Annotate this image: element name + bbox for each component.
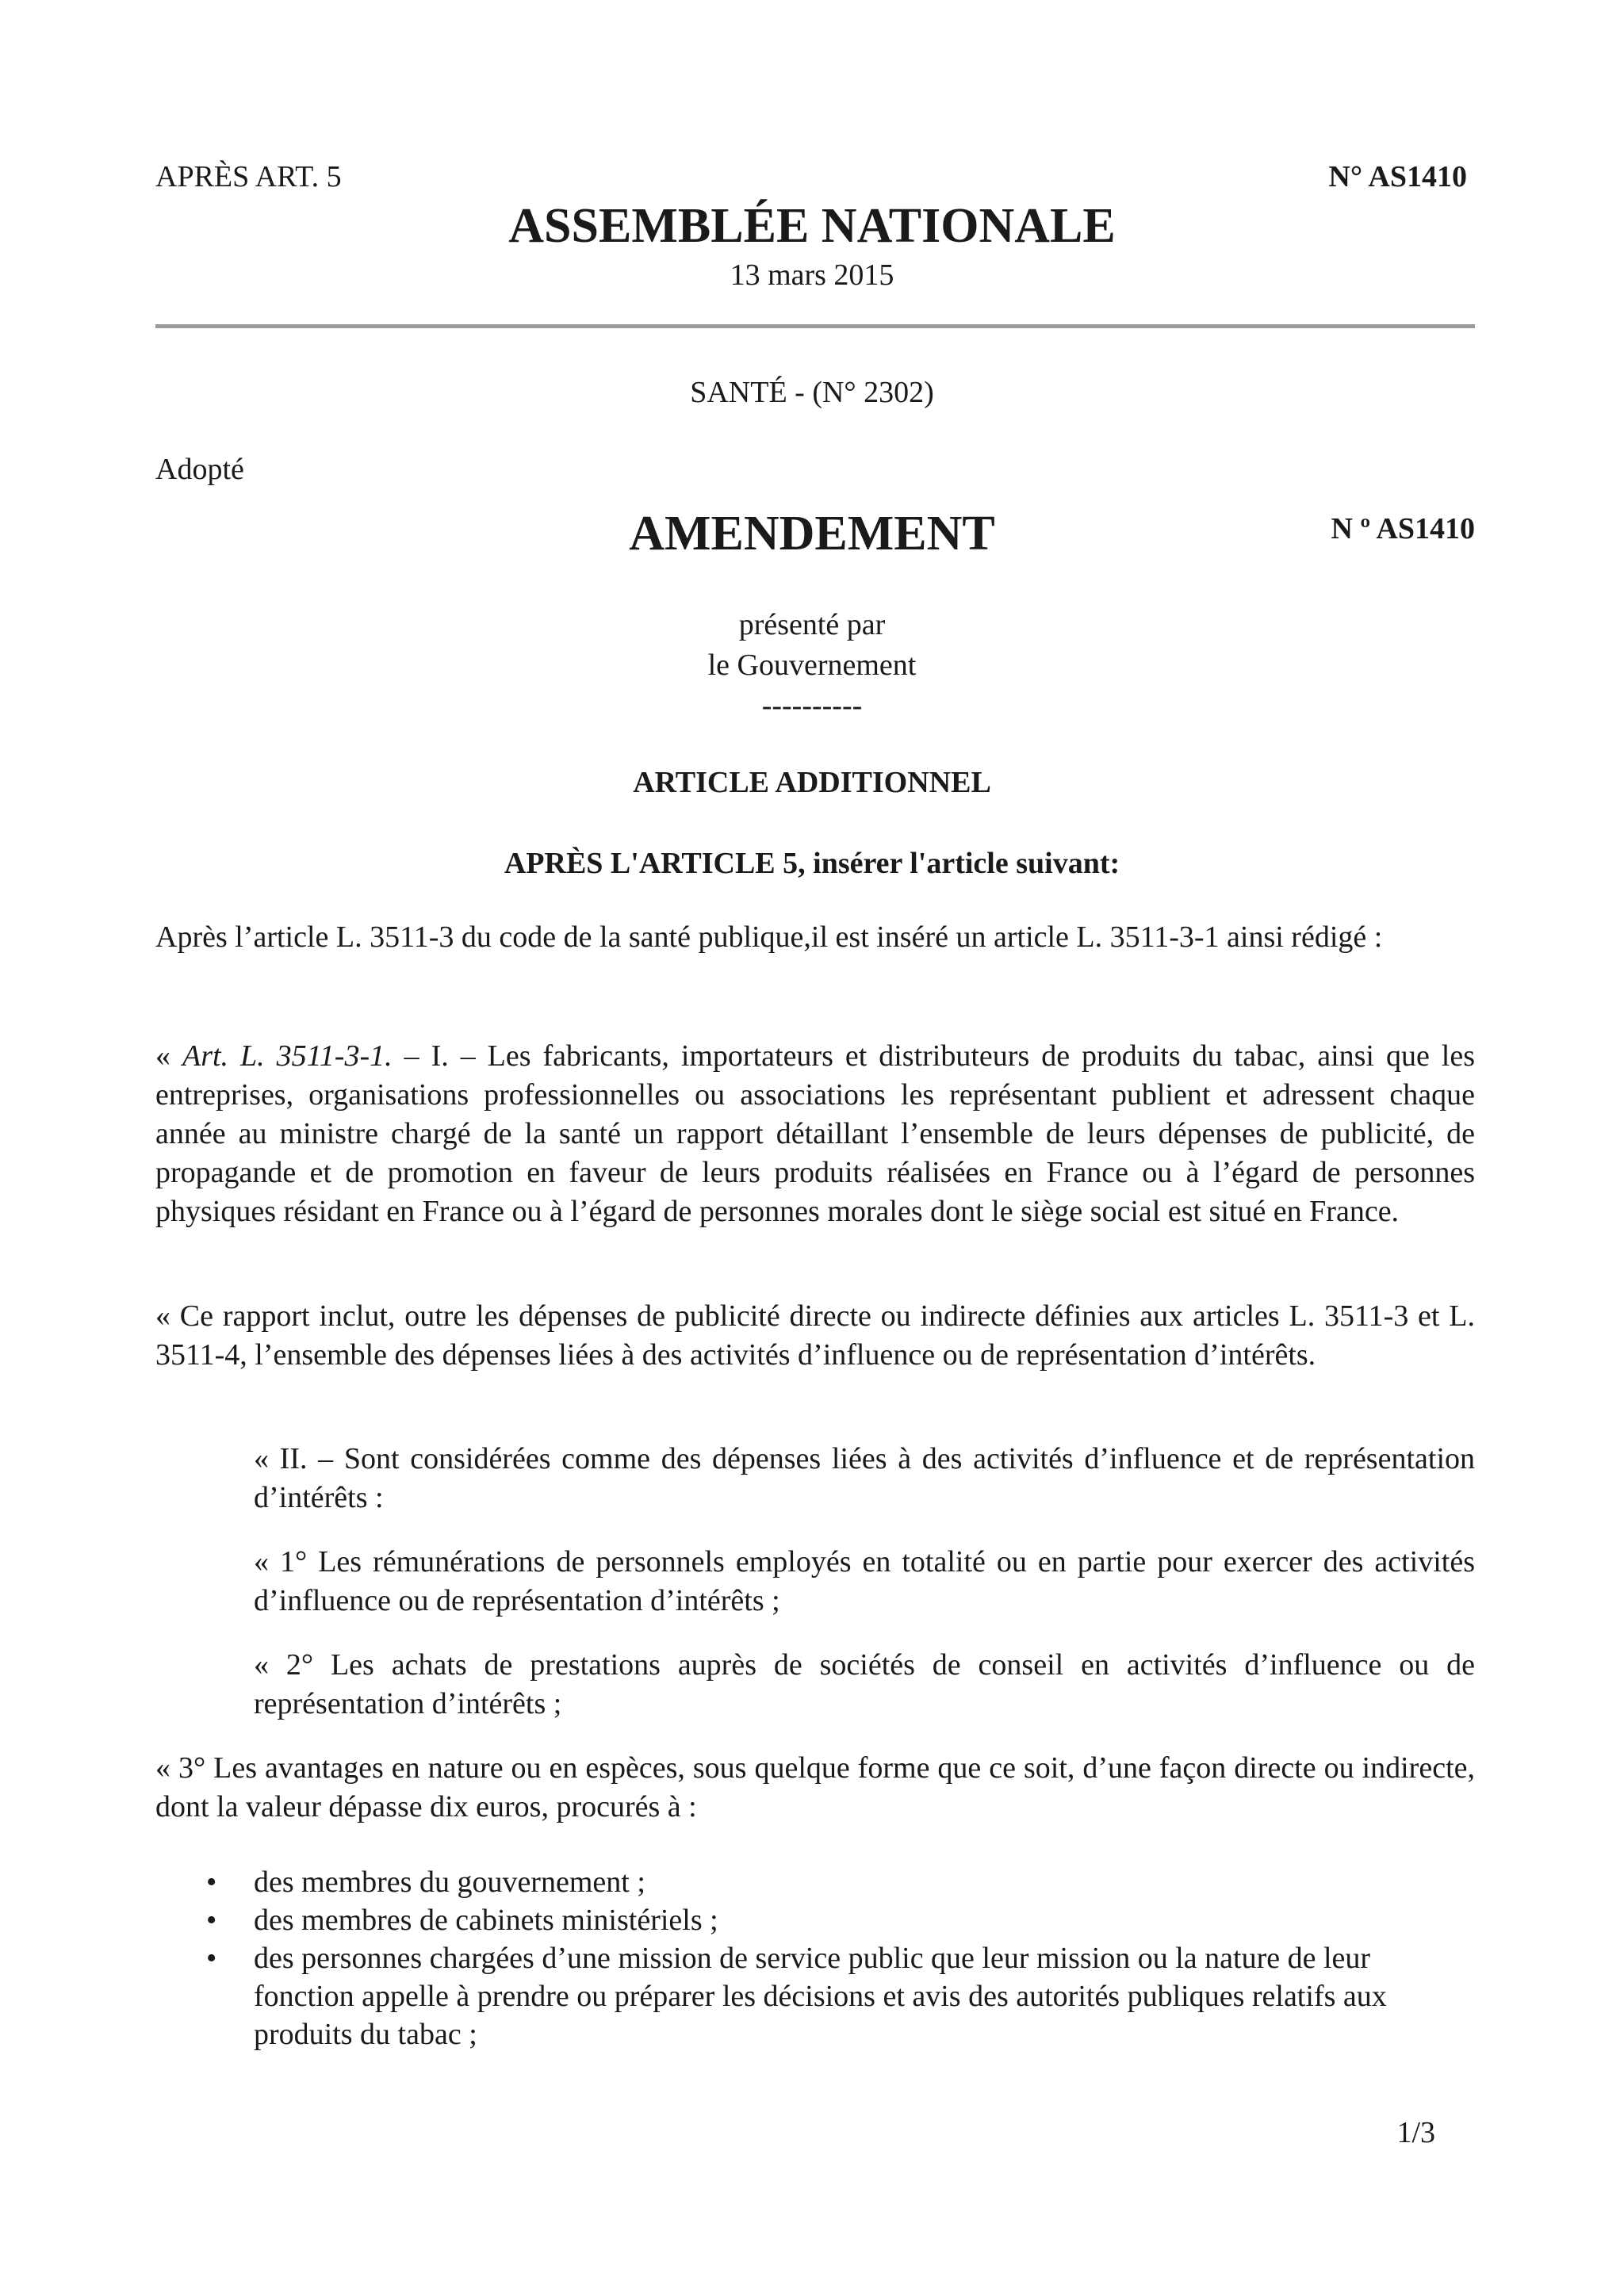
article-reference: APRÈS ART. 5	[155, 160, 342, 193]
paragraph-item-3: « 3° Les avantages en nature ou en espèces, sous quelque forme que ce soit, d’une façon directe ou indirecte, dont la valeur dépasse dix euros, procurés à :	[155, 1751, 1475, 1823]
bullet-icon: •	[206, 1866, 217, 1899]
paragraph-report: « Ce rapport inclut, outre les dépenses de publicité directe ou indirecte définies aux articles L. 3511-3 et L. 3511-4, l’ensemble des dépenses liées à des activités d’influence ou de représentation d’intérêts.	[155, 1299, 1475, 1372]
page-title: ASSEMBLÉE NATIONALE	[508, 199, 1116, 253]
amendment-number: N º AS1410	[1331, 512, 1475, 545]
paragraph-ii: « II. – Sont considérées comme des dépenses liées à des activités d’influence et de représentation d’intérêts :	[254, 1442, 1475, 1514]
beneficiaries-list	[155, 1863, 1475, 2053]
article-type: ARTICLE ADDITIONNEL	[633, 766, 991, 799]
page-number: 1/3	[1396, 2116, 1435, 2149]
insert-instruction: APRÈS L'ARTICLE 5, insérer l'article suivant:	[504, 847, 1120, 880]
intro-paragraph: Après l’article L. 3511-3 du code de la santé publique,il est inséré un article L. 3511-3-1 ainsi rédigé :	[155, 920, 1383, 954]
paragraph-art-i	[155, 1037, 1475, 1231]
bullet-icon: •	[206, 1904, 217, 1937]
paragraph-art-i-text: – I. – Les fabricants, importateurs et distributeurs de produits du tabac, ainsi que les entreprises, organisations professionnelles ou associations les représentant publient et adressent chaque année au ministre chargé de la santé un rapport détaillant l’ensemble de leurs dépenses de publicité, de propagande et de promotion en faveur de leurs produits réalisées en France ou à l’égard de personnes physiques résidant en France ou à l’égard de personnes morales dont le siège social est situé en France.	[155, 1039, 1475, 1228]
document-number: N° AS1410	[1328, 160, 1467, 193]
separator-dashes: ----------	[761, 689, 863, 722]
status-label: Adopté	[155, 453, 244, 486]
list-item: • des membres du gouvernement ;	[155, 1863, 1475, 1901]
bullet-icon: •	[206, 1942, 217, 1975]
article-citation: Art. L. 3511-3-1.	[182, 1039, 393, 1073]
author: le Gouvernement	[707, 649, 917, 682]
presented-by: présenté par	[738, 608, 886, 641]
quote-open: «	[155, 1039, 182, 1073]
paragraph-item-1: « 1° Les rémunérations de personnels employés en totalité ou en partie pour exercer des activités d’influence ou de représentation d’intérêts ;	[254, 1545, 1475, 1617]
list-item: • des membres de cabinets ministériels ;	[155, 1901, 1475, 1939]
amendment-heading: AMENDEMENT	[629, 507, 995, 561]
bill-reference: SANTÉ - (N° 2302)	[690, 376, 934, 409]
paragraph-item-2: « 2° Les achats de prestations auprès de sociétés de conseil en activités d’influence ou de représentation d’intérêts ;	[254, 1648, 1475, 1720]
document-date: 13 mars 2015	[730, 258, 894, 292]
list-item: • des personnes chargées d’une mission de service public que leur mission ou la nature de leur fonction appelle à prendre ou préparer les décisions et avis des autorités publiques relatifs aux produits du tabac ;	[155, 1939, 1475, 2053]
header-divider	[155, 324, 1475, 328]
